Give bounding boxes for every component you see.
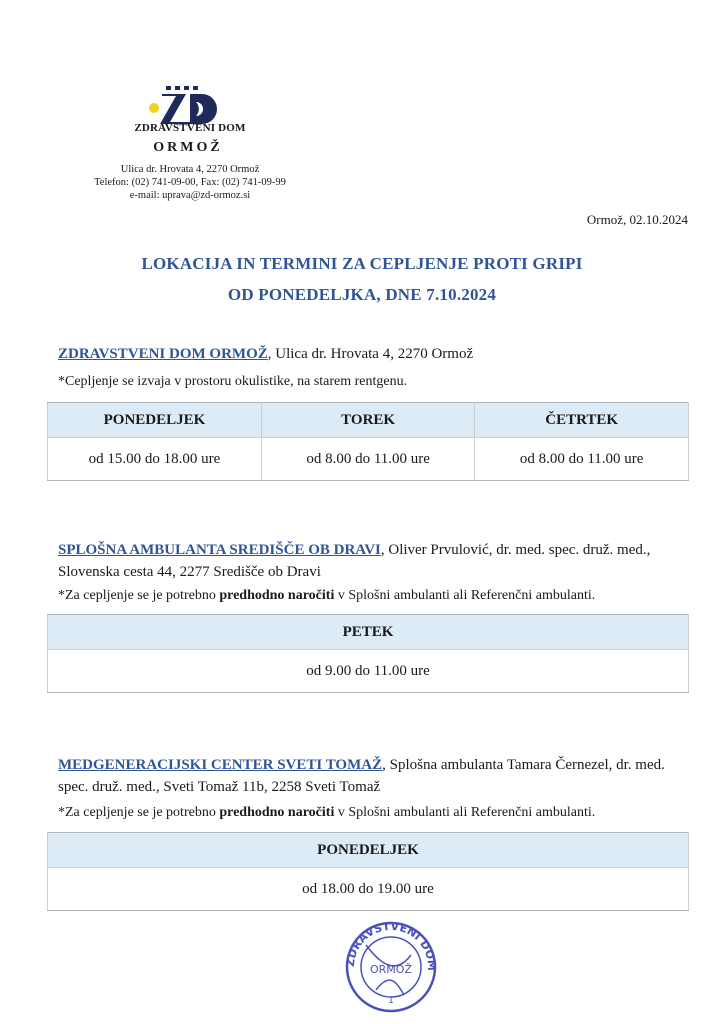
document-date: Ormož, 02.10.2024 [586, 212, 688, 227]
location-2-name: SPLOŠNA AMBULANTA SREDIŠČE OB DRAVI [58, 542, 381, 558]
svg-text:ZDRAVSTVENI DOM: ZDRAVSTVENI DOM [343, 919, 439, 972]
time-cell: od 15.00 do 18.00 ure [48, 438, 262, 481]
location-1-name: ZDRAVSTVENI DOM ORMOŽ [58, 346, 268, 362]
location-3-note: *Za cepljenje se je potrebno predhodno naročiti v Splošni ambulanti ali Referenčni ambulanti. [58, 805, 596, 820]
org-address: Ulica dr. Hrovata 4, 2270 Ormož [120, 164, 260, 175]
official-stamp [336, 915, 446, 1015]
schedule-table-3 [47, 832, 689, 911]
day-header: TOREK [261, 403, 474, 438]
location-1-details: , Ulica dr. Hrovata 4, 2270 Ormož [267, 346, 474, 362]
location-2 [58, 539, 698, 583]
location-3-name: MEDGENERACIJSKI CENTER SVETI TOMAŽ [58, 757, 383, 773]
day-header: PONEDELJEK [48, 403, 262, 438]
day-header: PETEK [48, 615, 689, 650]
zd-ormoz-logo [146, 86, 222, 126]
day-header: ČETRTEK [475, 403, 689, 438]
location-2-note: *Za cepljenje se je potrebno predhodno naročiti v Splošni ambulanti ali Referenčni ambulanti. [58, 588, 596, 603]
location-2-details: , Oliver Prvulović, dr. med. spec. druž. med., Slovenska cesta 44, 2277 Središče ob Dravi [58, 542, 651, 580]
location-1-note: *Cepljenje se izvaja v prostoru okulistike, na starem rentgenu. [58, 374, 408, 389]
schedule-table-1 [47, 402, 689, 481]
day-header: PONEDELJEK [48, 833, 689, 868]
page-title: LOKACIJA IN TERMINI ZA CEPLJENJE PROTI GRIPI [141, 254, 583, 273]
location-3 [58, 754, 698, 798]
time-cell: od 18.00 do 19.00 ure [48, 868, 689, 911]
time-cell: od 9.00 do 11.00 ure [48, 650, 689, 693]
schedule-table-2 [47, 614, 689, 693]
org-name-line1: ZDRAVSTVENI DOM [134, 122, 246, 134]
page-subtitle: OD PONEDELJKA, DNE 7.10.2024 [227, 285, 497, 304]
location-1 [58, 343, 698, 365]
org-name-line2: ORMOŽ [153, 140, 223, 155]
time-cell: od 8.00 do 11.00 ure [261, 438, 474, 481]
stamp-number: 1 [388, 996, 394, 1006]
org-email: e-mail: uprava@zd-ormoz.si [129, 190, 251, 201]
org-phone: Telefon: (02) 741-09-00, Fax: (02) 741-09-99 [94, 177, 286, 188]
svg-text:ORMOŽ: ORMOŽ [370, 963, 412, 976]
location-3-details: , Splošna ambulanta Tamara Černezel, dr. med. spec. druž. med., Sveti Tomaž 11b, 2258 Sveti Tomaž [58, 757, 665, 795]
time-cell: od 8.00 do 11.00 ure [475, 438, 689, 481]
